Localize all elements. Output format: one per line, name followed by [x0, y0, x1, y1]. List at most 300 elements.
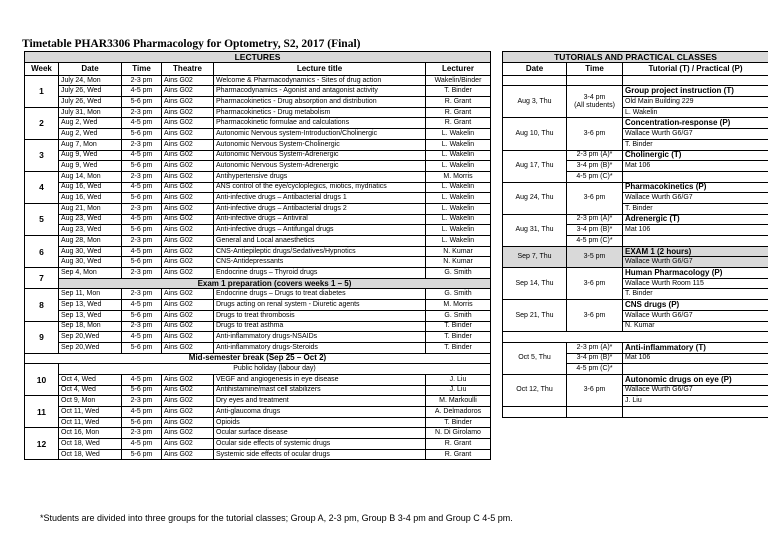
midsem-break: Mid-semester break (Sep 25 – Oct 2)	[25, 353, 491, 364]
cell: Welcome & Pharmacodynamics - Sites of drug action	[214, 75, 426, 86]
cell: Ains G02	[162, 342, 214, 353]
lecture-row	[25, 107, 491, 118]
tutorial-cell: 2-3 pm (A)*	[567, 342, 623, 353]
cell: Pharmacokinetics - Drug metabolism	[214, 107, 426, 118]
cell: 5-6 pm	[122, 385, 162, 396]
public-holiday: Public holiday (labour day)	[59, 364, 491, 375]
cell: T. Binder	[426, 417, 491, 428]
cell: Aug 14, Mon	[59, 171, 122, 182]
cell: Autonomic Nervous System-Cholinergic	[214, 139, 426, 150]
lecture-row	[25, 417, 491, 428]
cell: General and Local anaesthetics	[214, 236, 426, 247]
week-number: 5	[25, 203, 59, 235]
cell: 2-3 pm	[122, 289, 162, 300]
tutorial-row	[503, 118, 768, 129]
lecture-row	[25, 150, 491, 161]
cell: Ains G02	[162, 150, 214, 161]
cell: 4-5 pm	[122, 374, 162, 385]
cell: Anti-infective drugs – Antibacterial drugs 2	[214, 203, 426, 214]
cell: L. Wakelin	[426, 129, 491, 140]
cell: CNS-Antidepressants	[214, 257, 426, 268]
tutorial-row	[503, 214, 768, 225]
lecture-row	[25, 385, 491, 396]
cell: L. Wakelin	[426, 236, 491, 247]
cell: Ains G02	[162, 118, 214, 129]
lecture-row	[25, 75, 491, 86]
cell: Ains G02	[162, 236, 214, 247]
cell: Autonomic Nervous System-Adrenergic	[214, 150, 426, 161]
cell: A. Delmadoros	[426, 407, 491, 418]
tutorial-cell: Mat 106	[623, 225, 768, 236]
lecture-row	[25, 97, 491, 108]
tutorial-cell: EXAM 1 (2 hours)	[623, 246, 768, 257]
tutorial-row	[503, 332, 768, 343]
cell: Oct 11, Wed	[59, 407, 122, 418]
tutorial-cell: T. Binder	[623, 139, 768, 150]
cell: Anti-glaucoma drugs	[214, 407, 426, 418]
tutorials-table	[502, 51, 768, 418]
cell: 2-3 pm	[122, 321, 162, 332]
cell: Sep 20,Wed	[59, 342, 122, 353]
lecture-row	[25, 396, 491, 407]
tutorial-cell: 2-3 pm (A)*	[567, 214, 623, 225]
tutorial-cell: Aug 10, Thu	[503, 118, 567, 150]
cell: 4-5 pm	[122, 439, 162, 450]
tutorial-cell: Wallace Wurth G6/G7	[623, 129, 768, 140]
cell: Ains G02	[162, 268, 214, 279]
lecture-row	[25, 193, 491, 204]
tutorial-cell: Anti-inflammatory (T)	[623, 342, 768, 353]
tutorial-cell: 3-6 pm	[567, 300, 623, 332]
cell: Ains G02	[162, 439, 214, 450]
cell: Anti-inflammatory drugs-NSAIDs	[214, 332, 426, 343]
tutorial-cell: 3-5 pm	[567, 246, 623, 267]
cell: Ains G02	[162, 257, 214, 268]
lecture-row	[25, 139, 491, 150]
tutorial-cell: Autonomic drugs on eye (P)	[623, 374, 768, 385]
cell: Ains G02	[162, 129, 214, 140]
cell: 4-5 pm	[122, 332, 162, 343]
week-number: 1	[25, 75, 59, 107]
tutorial-cell: Wallace Wurth G6/G7	[623, 310, 768, 321]
lecture-row	[25, 428, 491, 439]
cell: Anti-infective drugs – Antifungal drugs	[214, 225, 426, 236]
tutorial-cell: 3-6 pm	[567, 268, 623, 300]
cell: July 26, Wed	[59, 97, 122, 108]
cell: Oct 18, Wed	[59, 449, 122, 460]
cell: R. Grant	[426, 449, 491, 460]
tutorial-cell: Aug 17, Thu	[503, 150, 567, 182]
cell: N. Kumar	[426, 246, 491, 257]
cell: Ains G02	[162, 289, 214, 300]
cell: L. Wakelin	[426, 214, 491, 225]
cell: Sep 13, Wed	[59, 300, 122, 311]
week-number: 6	[25, 236, 59, 268]
cell: 5-6 pm	[122, 97, 162, 108]
column-header: Lecturer	[426, 62, 491, 75]
cell: 4-5 pm	[122, 150, 162, 161]
exam-prep-note: Exam 1 preparation (covers weeks 1 – 5)	[59, 278, 491, 289]
week-number: 4	[25, 171, 59, 203]
cell: Aug 21, Mon	[59, 203, 122, 214]
tutorial-cell: Wallace Wurth Room 115	[623, 278, 768, 289]
lecture-row	[25, 300, 491, 311]
cell: Sep 11, Mon	[59, 289, 122, 300]
cell: Ains G02	[162, 225, 214, 236]
tutorial-row	[503, 246, 768, 257]
cell: Ains G02	[162, 417, 214, 428]
cell: Pharmacokinetics - Drug absorption and distribution	[214, 97, 426, 108]
lecture-row	[25, 257, 491, 268]
lecture-row	[25, 86, 491, 97]
tutorial-cell: Sep 21, Thu	[503, 300, 567, 332]
cell: Ains G02	[162, 385, 214, 396]
tutorial-row	[503, 374, 768, 385]
tutorial-cell: Mat 106	[623, 353, 768, 364]
exam-prep-row	[25, 278, 491, 289]
cell: G. Smith	[426, 268, 491, 279]
cell: Aug 30, Wed	[59, 246, 122, 257]
column-header: Date	[59, 62, 122, 75]
cell: G. Smith	[426, 310, 491, 321]
lecture-row	[25, 161, 491, 172]
tutorial-cell: Concentration-response (P)	[623, 118, 768, 129]
tutorial-row	[503, 150, 768, 161]
lectures-banner: LECTURES	[25, 52, 491, 63]
cell: J. Liu	[426, 385, 491, 396]
cell: Ains G02	[162, 300, 214, 311]
cell: T. Binder	[426, 342, 491, 353]
tutorial-cell	[567, 86, 623, 118]
cell: Aug 23, Wed	[59, 214, 122, 225]
tutorial-cell: 3-4 pm (B)*	[567, 225, 623, 236]
cell: Oct 18, Wed	[59, 439, 122, 450]
tutorial-cell: Aug 31, Thu	[503, 214, 567, 246]
cell: 2-3 pm	[122, 75, 162, 86]
column-header: Week	[25, 62, 59, 75]
cell: 4-5 pm	[122, 118, 162, 129]
cell: Ains G02	[162, 203, 214, 214]
column-header: Lecture title	[214, 62, 426, 75]
cell: L. Wakelin	[426, 182, 491, 193]
lecture-row	[25, 129, 491, 140]
lecture-row	[25, 182, 491, 193]
tutorial-cell	[623, 171, 768, 182]
cell: Ains G02	[162, 396, 214, 407]
cell: Drugs acting on renal system - Diuretic agents	[214, 300, 426, 311]
cell: Pharmacodynamics - Agonist and antagonist activity	[214, 86, 426, 97]
lecture-row	[25, 246, 491, 257]
cell: Ocular surface disease	[214, 428, 426, 439]
cell: Oct 9, Mon	[59, 396, 122, 407]
tutorial-cell: 4-5 pm (C)*	[567, 236, 623, 247]
cell: 4-5 pm	[122, 407, 162, 418]
cell: L. Wakelin	[426, 161, 491, 172]
cell: Anti-infective drugs – Antiviral	[214, 214, 426, 225]
cell: R. Grant	[426, 118, 491, 129]
tutorial-cell: Group project instruction (T)	[623, 86, 768, 97]
cell: Sep 13, Wed	[59, 310, 122, 321]
cell: Ains G02	[162, 75, 214, 86]
lectures-banner-row	[25, 52, 491, 63]
cell: Ains G02	[162, 161, 214, 172]
cell: Aug 9, Wed	[59, 161, 122, 172]
lecture-row	[25, 449, 491, 460]
tutorial-cell: T. Binder	[623, 203, 768, 214]
cell: L. Wakelin	[426, 203, 491, 214]
lecture-row	[25, 439, 491, 450]
cell: Antihypertensive drugs	[214, 171, 426, 182]
cell: Ains G02	[162, 139, 214, 150]
tutorial-cell: CNS drugs (P)	[623, 300, 768, 311]
cell: M. Markoulli	[426, 396, 491, 407]
cell: Ains G02	[162, 374, 214, 385]
tutorial-cell	[623, 236, 768, 247]
cell: T. Binder	[426, 86, 491, 97]
lecture-row	[25, 407, 491, 418]
cell: L. Wakelin	[426, 139, 491, 150]
cell: 5-6 pm	[122, 161, 162, 172]
tutorial-cell: J. Liu	[623, 396, 768, 407]
week-number: 9	[25, 321, 59, 353]
lecture-row	[25, 236, 491, 247]
cell: Sep 4, Mon	[59, 268, 122, 279]
cell: Aug 9, Wed	[59, 150, 122, 161]
cell: Systemic side effects of ocular drugs	[214, 449, 426, 460]
tutorial-row	[503, 300, 768, 311]
cell: G. Smith	[426, 289, 491, 300]
tutorial-cell: Adrenergic (T)	[623, 214, 768, 225]
cell: Oct 11, Wed	[59, 417, 122, 428]
tutorials-banner: TUTORIALS AND PRACTICAL CLASSES	[503, 52, 768, 63]
footnote: *Students are divided into three groups for the tutorial classes; Group A, 2-3 pm, Group B 3-4 pm and Group C 4-5 pm.	[40, 513, 513, 523]
cell: Ains G02	[162, 86, 214, 97]
cell: 2-3 pm	[122, 396, 162, 407]
tutorial-cell: Wallace Wurth G6/G7	[623, 385, 768, 396]
tutorial-cell: Aug 24, Thu	[503, 182, 567, 214]
cell: Oct 16, Mon	[59, 428, 122, 439]
tutorial-cell: Oct 12, Thu	[503, 374, 567, 406]
tutorial-cell: Wallace Wurth G6/G7	[623, 257, 768, 268]
cell: L. Wakelin	[426, 193, 491, 204]
lecture-header-row	[25, 62, 491, 75]
column-header: Time	[122, 62, 162, 75]
cell: L. Wakelin	[426, 225, 491, 236]
cell: Ains G02	[162, 171, 214, 182]
week-number: 8	[25, 289, 59, 321]
tutorial-cell: 3-6 pm	[567, 374, 623, 406]
cell: Ains G02	[162, 97, 214, 108]
cell: Endocrine drugs – Drugs to treat diabetes	[214, 289, 426, 300]
cell: Aug 28, Mon	[59, 236, 122, 247]
cell: Sep 20,Wed	[59, 332, 122, 343]
cell: Endocrine drugs – Thyroid drugs	[214, 268, 426, 279]
week-number: 12	[25, 428, 59, 460]
lecture-row	[25, 310, 491, 321]
tutorial-cell: Old Main Building 229	[623, 97, 768, 108]
cell: N. Di Girolamo	[426, 428, 491, 439]
tutorial-cell: Pharmacokinetics (P)	[623, 182, 768, 193]
cell: Aug 16, Wed	[59, 182, 122, 193]
tutorial-row	[503, 182, 768, 193]
cell: Opioids	[214, 417, 426, 428]
week-number: 10	[25, 364, 59, 396]
cell: Dry eyes and treatment	[214, 396, 426, 407]
cell: Aug 30, Wed	[59, 257, 122, 268]
cell: 5-6 pm	[122, 342, 162, 353]
midsem-break-row	[25, 353, 491, 364]
tutorial-cell: 4-5 pm (C)*	[567, 171, 623, 182]
tutorial-cell: Wallace Wurth G6/G7	[623, 193, 768, 204]
column-header: Theatre	[162, 62, 214, 75]
week-number: 2	[25, 107, 59, 139]
cell: J. Liu	[426, 374, 491, 385]
cell: 5-6 pm	[122, 417, 162, 428]
tutorial-time: 3-4 pm	[583, 93, 606, 101]
column-header: Time	[567, 62, 623, 75]
tutorial-cell: Sep 7, Thu	[503, 246, 567, 267]
cell: Ains G02	[162, 332, 214, 343]
column-header: Tutorial (T) / Practical (P)	[623, 62, 768, 75]
tutorial-cell: N. Kumar	[623, 321, 768, 332]
cell: Aug 2, Wed	[59, 129, 122, 140]
week-number: 7	[25, 268, 59, 289]
cell: July 26, Wed	[59, 86, 122, 97]
cell: R. Grant	[426, 97, 491, 108]
cell: 5-6 pm	[122, 257, 162, 268]
column-header: Date	[503, 62, 567, 75]
cell: Aug 23, Wed	[59, 225, 122, 236]
cell: Anti-infective drugs – Antibacterial drugs 1	[214, 193, 426, 204]
lecture-row	[25, 171, 491, 182]
cell: 4-5 pm	[122, 86, 162, 97]
cell: Anti-inflammatory drugs-Steroids	[214, 342, 426, 353]
cell: T. Binder	[426, 332, 491, 343]
tutorial-row	[503, 86, 768, 97]
cell: Drugs to treat thrombosis	[214, 310, 426, 321]
cell: N. Kumar	[426, 257, 491, 268]
cell: Ains G02	[162, 310, 214, 321]
lecture-row	[25, 374, 491, 385]
week-number: 3	[25, 139, 59, 171]
cell: Ains G02	[162, 321, 214, 332]
lecture-row	[25, 332, 491, 343]
lecture-row	[25, 289, 491, 300]
cell: 5-6 pm	[122, 225, 162, 236]
tutorial-cell	[623, 364, 768, 375]
tutorial-cell: 3-6 pm	[567, 118, 623, 150]
cell: Drugs to treat asthma	[214, 321, 426, 332]
cell: Ains G02	[162, 214, 214, 225]
cell: Antihistamine/mast cell stabilizers	[214, 385, 426, 396]
cell: Aug 7, Mon	[59, 139, 122, 150]
cell: Ains G02	[162, 407, 214, 418]
cell: 2-3 pm	[122, 107, 162, 118]
cell: Ocular side effects of systemic drugs	[214, 439, 426, 450]
cell: CNS-Antiepileptic drugs/Sedatives/Hypnotics	[214, 246, 426, 257]
tutorial-cell: Oct 5, Thu	[503, 342, 567, 374]
cell: 4-5 pm	[122, 246, 162, 257]
lecture-row	[25, 321, 491, 332]
cell: T. Binder	[426, 321, 491, 332]
cell: 2-3 pm	[122, 171, 162, 182]
tutorials-banner-row	[503, 52, 768, 63]
tutorial-cell: 3-6 pm	[567, 182, 623, 214]
tutorial-cell: L. Wakelin	[623, 107, 768, 118]
lecture-row	[25, 225, 491, 236]
cell: 2-3 pm	[122, 268, 162, 279]
cell: Sep 18, Mon	[59, 321, 122, 332]
cell: Oct 4, Wed	[59, 385, 122, 396]
tutorial-header-row	[503, 62, 768, 75]
tutorial-row	[503, 342, 768, 353]
tutorial-cell: Human Pharmacology (P)	[623, 268, 768, 279]
cell: Pharmacokinetic formulae and calculations	[214, 118, 426, 129]
cell: 2-3 pm	[122, 139, 162, 150]
cell: Wakelin/Binder	[426, 75, 491, 86]
cell: 5-6 pm	[122, 193, 162, 204]
tutorial-cell: Mat 106	[623, 161, 768, 172]
tutorial-cell: Cholinergic (T)	[623, 150, 768, 161]
cell: ANS control of the eye/cycloplegics, miotics, mydriatics	[214, 182, 426, 193]
cell: L. Wakelin	[426, 150, 491, 161]
cell: 2-3 pm	[122, 203, 162, 214]
cell: M. Morris	[426, 300, 491, 311]
lecture-row	[25, 214, 491, 225]
cell: VEGF and angiogenesis in eye disease	[214, 374, 426, 385]
cell: 4-5 pm	[122, 214, 162, 225]
cell: 5-6 pm	[122, 449, 162, 460]
cell: 2-3 pm	[122, 428, 162, 439]
cell: Oct 4, Wed	[59, 374, 122, 385]
cell: 5-6 pm	[122, 129, 162, 140]
cell: Ains G02	[162, 449, 214, 460]
cell: Autonomic Nervous system-Introduction/Cholinergic	[214, 129, 426, 140]
cell: 4-5 pm	[122, 182, 162, 193]
tutorial-cell: Sep 14, Thu	[503, 268, 567, 300]
tutorial-cell: 4-5 pm (C)*	[567, 364, 623, 375]
cell: 2-3 pm	[122, 236, 162, 247]
tutorial-cell: 3-4 pm (B)*	[567, 353, 623, 364]
cell: M. Morris	[426, 171, 491, 182]
tutorial-cell: Aug 3, Thu	[503, 86, 567, 118]
cell: Ains G02	[162, 428, 214, 439]
lecture-row	[25, 203, 491, 214]
week-number: 11	[25, 396, 59, 428]
tutorial-cell: 2-3 pm (A)*	[567, 150, 623, 161]
cell: Ains G02	[162, 193, 214, 204]
cell: Aug 16, Wed	[59, 193, 122, 204]
tutorial-time-note: (All students)	[574, 101, 615, 109]
cell: Autonomic Nervous System-Adrenergic	[214, 161, 426, 172]
holiday-row	[25, 364, 491, 375]
tutorial-cell: T. Binder	[623, 289, 768, 300]
lectures-table	[24, 51, 491, 460]
cell: July 31, Mon	[59, 107, 122, 118]
lecture-row	[25, 268, 491, 279]
cell: Aug 2, Wed	[59, 118, 122, 129]
cell: Ains G02	[162, 107, 214, 118]
cell: Ains G02	[162, 182, 214, 193]
cell: July 24, Mon	[59, 75, 122, 86]
page-title: Timetable PHAR3306 Pharmacology for Optometry, S2, 2017 (Final)	[22, 38, 361, 50]
cell: 5-6 pm	[122, 310, 162, 321]
tutorial-row	[503, 268, 768, 279]
cell: 4-5 pm	[122, 300, 162, 311]
cell: Ains G02	[162, 246, 214, 257]
lecture-row	[25, 342, 491, 353]
cell: R. Grant	[426, 107, 491, 118]
